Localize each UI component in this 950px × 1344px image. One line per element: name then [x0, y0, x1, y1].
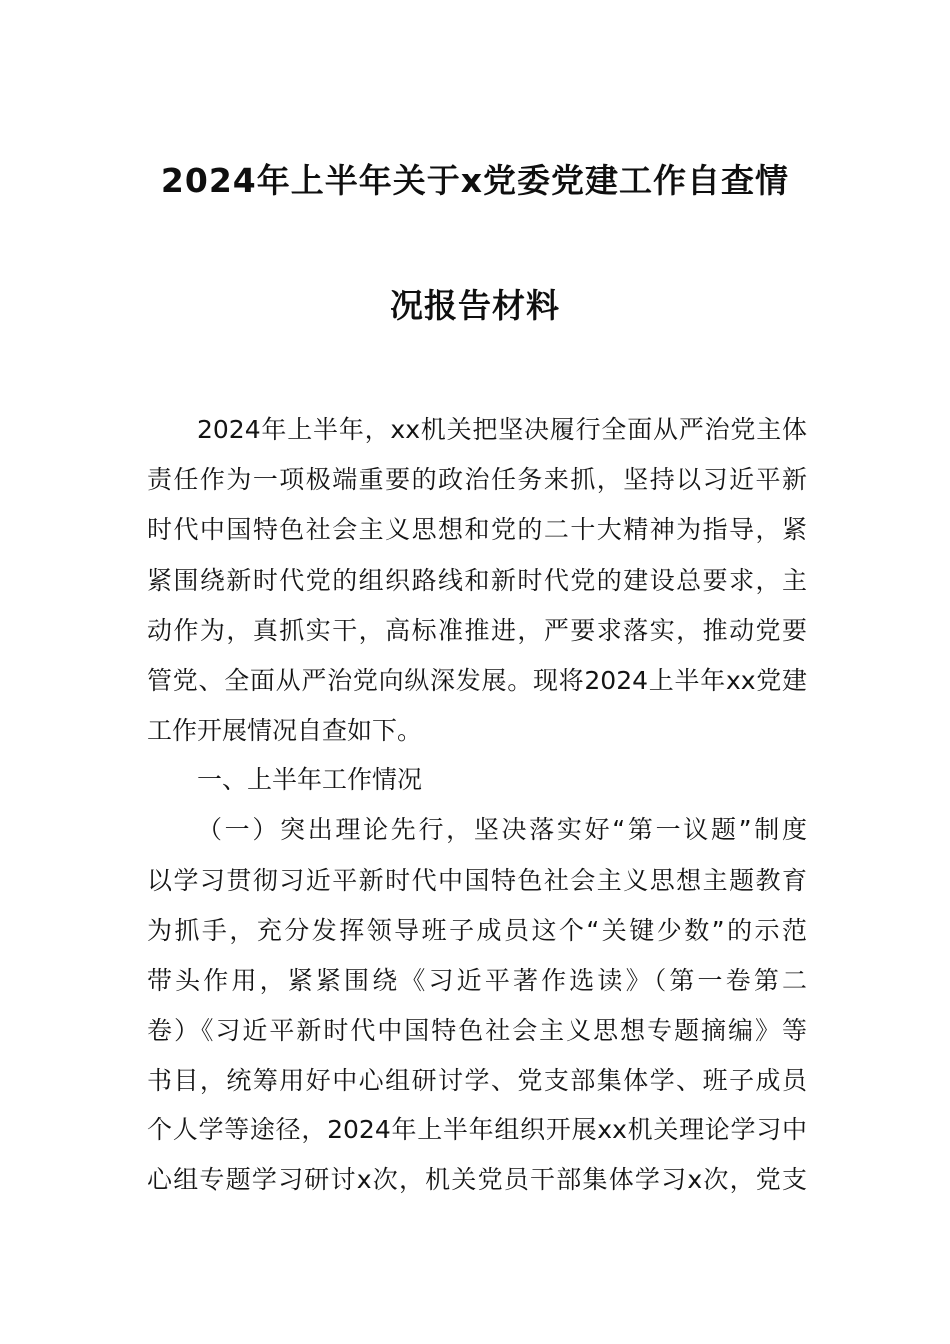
paragraph-line: 时代中国特色社会主义思想和党的二十大精神为指导，紧 [147, 515, 807, 544]
paragraph-line: 管党、全面从严治党向纵深发展。现将2024上半年xx党建 [147, 666, 807, 695]
paragraph-line: 个人学等途径，2024年上半年组织开展xx机关理论学习中 [147, 1115, 807, 1144]
paragraph-line: 紧围绕新时代党的组织路线和新时代党的建设总要求，主 [147, 566, 807, 595]
paragraph-line: 动作为，真抓实干，高标准推进，严要求落实，推动党要 [147, 616, 807, 645]
paragraph-line: 以学习贯彻习近平新时代中国特色社会主义思想主题教育 [147, 866, 807, 895]
paragraph-line: 工作开展情况自查如下。 [147, 716, 423, 745]
paragraph-line: 责任作为一项极端重要的政治任务来抓，坚持以习近平新 [147, 465, 807, 494]
section-heading: 一、上半年工作情况 [197, 765, 423, 794]
document-title-line-1: 2024年上半年关于x党委党建工作自查情 [160, 161, 790, 200]
document-title-line-2: 况报告材料 [390, 286, 560, 325]
paragraph-line: 2024年上半年，xx机关把坚决履行全面从严治党主体 [197, 415, 807, 444]
paragraph-line: 为抓手，充分发挥领导班子成员这个“关键少数”的示范 [147, 916, 807, 945]
subsection-heading: （一）突出理论先行，坚决落实好“第一议题”制度 [197, 815, 807, 844]
paragraph-line: 带头作用，紧紧围绕《习近平著作选读》（第一卷第二 [147, 966, 807, 995]
paragraph-line: 书目，统筹用好中心组研讨学、党支部集体学、班子成员 [147, 1066, 807, 1095]
paragraph-line: 心组专题学习研讨x次，机关党员干部集体学习x次，党支 [147, 1165, 807, 1194]
paragraph-line: 卷）《习近平新时代中国特色社会主义思想专题摘编》等 [147, 1016, 807, 1045]
